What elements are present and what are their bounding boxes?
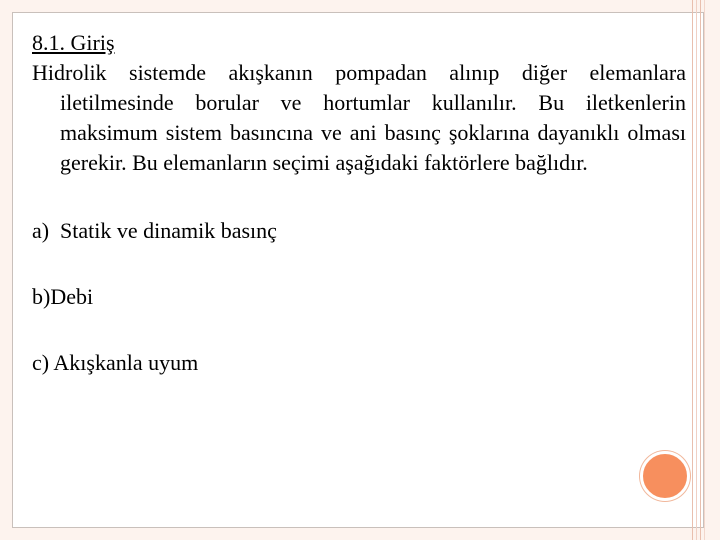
list-item-text: Debi — [50, 284, 94, 309]
decorative-line — [700, 0, 701, 540]
slide-content — [32, 28, 686, 378]
decorative-line — [692, 0, 693, 540]
list-item-label: c) — [32, 350, 50, 375]
section-title: 8.1. Giriş — [32, 30, 115, 55]
body-paragraph: Hidrolik sistemde akışkanın pompadan alınıp diğer elemanlara iletilmesinde borular ve hortumlar kullanılır. Bu iletkenlerin maksimum sistem basıncına ve ani basınç şoklarına dayanıklı olması gerekir. Bu elemanların seçimi aşağıdaki faktörlere bağlıdır. — [32, 60, 686, 175]
list-item-label: a) — [32, 218, 50, 243]
list-item-text: Akışkanla uyum — [49, 350, 199, 375]
list-item — [32, 216, 686, 246]
list-item — [32, 348, 686, 378]
decorative-circle-icon — [640, 451, 690, 501]
list-item — [32, 282, 686, 312]
list-item-text: Statik ve dinamik basınç — [60, 218, 277, 243]
list-item-label: b) — [32, 284, 51, 309]
decorative-line — [696, 0, 697, 540]
decorative-line — [704, 0, 705, 540]
